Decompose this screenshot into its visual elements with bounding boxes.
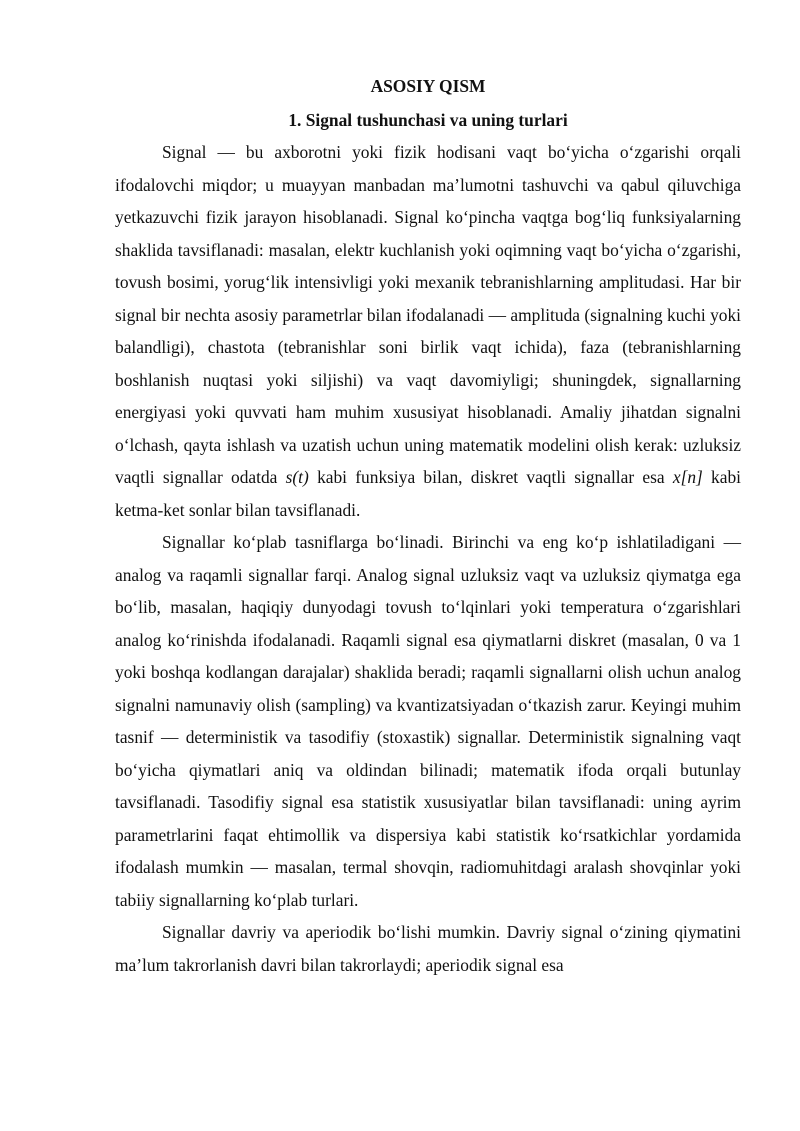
paragraph-signal-classification: Signallar ko‘plab tasniflarga bo‘linadi. Birinchi va eng ko‘p ishlatiladigani — analog va raqamli signallar farqi. Analog signal uzluksiz vaqt va uzluksiz qiymatga ega bo‘lib, masalan, haqiqiy dunyodagi tovush to‘lqinlari yoki temperatura o‘zgarishlari analog ko‘rinishda ifodalanadi. Raqamli signal esa qiymatlarni diskret (masalan, 0 va 1 yoki boshqa kodlangan darajalar) shaklida beradi; raqamli signallarni olish uchun analog signalni namunaviy olish (sampling) va kvantizatsiyadan o‘tkazish zarur. Keyingi muhim tasnif — deterministik va tasodifiy (stoxastik) signallar. Deterministik signalning vaqt bo‘yicha qiymatlari aniq va oldindan bilinadi; matematik ifoda orqali butunlay tavsiflanadi. Tasodifiy signal esa statistik xususiyatlar bilan tavsiflanadi: uning ayrim parametrlarini faqat ehtimollik va dispersiya kabi statistik ko‘rsatkichlar yordamida ifodalash mumkin — masalan, termal shovqin, radiomuhitdagi aralash shovqinlar yoki tabiiy signallarning ko‘plab turlari.: [115, 532, 741, 910]
main-heading: ASOSIY QISM: [370, 76, 486, 96]
paragraph-text: Signal — bu axborotni yoki fizik hodisani vaqt bo‘yicha o‘zgarishi orqali ifodalovchi miqdor; u muayyan manbadan ma’lumotni tashuvchi va qabul qiluvchiga yetkazuvchi fizik jarayon hisoblanadi. Signal ko‘pincha vaqtga bog‘liq funksiyalarning shaklida tavsiflanadi: masalan, elektr kuchlanish yoki oqimning vaqt bo‘yicha o‘zgarishi, tovush bosimi, yorug‘lik intensivligi yoki mexanik tebranishlarning amplitudasi. Har bir signal bir nechta asosiy parametrlar bilan ifodalanadi — amplituda (signalning kuchi yoki balandligi), chastota (tebranishlar soni birlik vaqt ichida), faza (tebranishlarning boshlanish nuqtasi yoki siljishi) va vaqt davomiyligi; shuningdek, signallarning energiyasi yoki quvvati ham muhim xususiyat hisoblanadi. Amaliy jihatdan signalni o‘lchash, qayta ishlash va uzatish uchun uning matematik modelini olish kerak: uzluksiz vaqtli signallar odatda: [115, 142, 741, 487]
section-heading: 1. Signal tushunchasi va uning turlari: [288, 110, 568, 130]
paragraph-periodic-signals: Signallar davriy va aperiodik bo‘lishi mumkin. Davriy signal o‘zining qiymatini ma’lum takrorlanish davri bilan takrorlaydi; aperiodik signal esa: [115, 922, 741, 975]
paragraph-text: kabi ketma-ket sonlar bilan tavsiflanadi.: [115, 467, 741, 520]
paragraph-signal-definition: [115, 136, 741, 526]
formula-continuous: s(t): [285, 467, 309, 487]
paragraph-text: kabi funksiya bilan, diskret vaqtli signallar esa: [308, 467, 673, 487]
page-content: [115, 72, 741, 981]
formula-discrete: x[n]: [672, 467, 703, 487]
